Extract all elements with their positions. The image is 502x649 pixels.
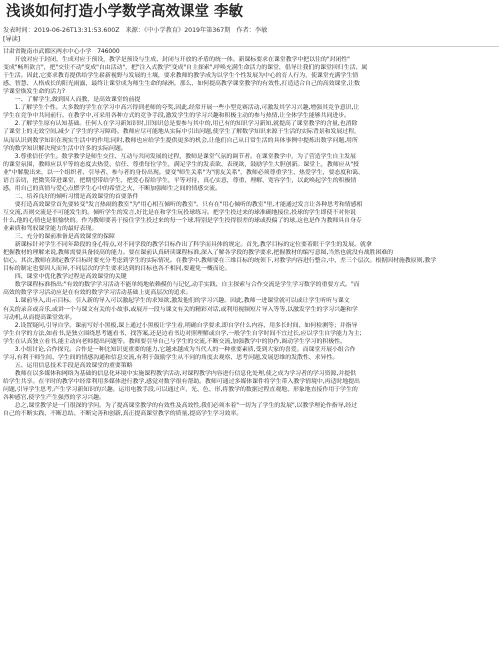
body-line: 高效的数学学习活动应是在有效的数学学习活动基础上更高层次的追求。 [3, 289, 192, 297]
body-line: 学生自学的方法,如看书,是独立围绕思考题看书、找答案,还是边看书边对照理解或自学,一般学生自学时间不宜过长,应以学生自学能力为主; [3, 329, 362, 337]
body-line: 四、课堂中优化教学过程是高效课堂的关键 [3, 273, 127, 281]
body-line: 总之,课堂教学是一门很深的学问。为了提高课堂教学的有效性及高效性,我们必须本着"一切为了学生的发展",以教学理论作指导,经过 [3, 402, 358, 410]
body-line: 五、运用信息技术手段是高效课堂的重要策略 [3, 361, 133, 369]
body-line: 自己的不断实践、不断总结、不断完善和创新,真正提高课堂教学的质量,提高学生学习效率。 [3, 410, 243, 418]
body-line: 一、了解学生,做到因人而教，是高效课堂的前提 [3, 96, 141, 104]
body-line: 变成"畅所欲言"，把"交往不动"变成"自由活动"，把"注入式教学"变成"自主探索",呼唤充满生命活力的课堂，倡导让我们的课堂回归生活、属 [3, 64, 368, 72]
body-line: 给学生共享。在平时的教学中经常利用多媒体进行教学,感觉对数学很有帮助。教师可通过多媒体课件将学生带入教学情境中,再适时地提出 [3, 377, 360, 385]
divider [3, 46, 499, 47]
body-line: 习动机,从而提高课堂效率。 [3, 313, 76, 321]
body-line: 感、智慧、人格成长的阳光雨露，最终让课堂成为师生生命的绿洲。那么，如何提高教学课堂教学的有效性,打造适合自己的高效课堂,让数 [3, 80, 360, 88]
body-line: 学习,有利于师生间、学生间的情感沟通和信息交流,有利于鼓励学生从不同的角度去观察、思考问题,发展思维的发散性、求异性。 [3, 353, 339, 361]
body-line: 把握教材的理解来说,教师需要具备较高的能力。要在课前认真研读课程标准,深入了解各学段的教学要求,把握教材的编写意图,当然也就没有战胜困难的 [3, 249, 394, 257]
body-line: 2.设置疑问,引导自学。课前写好小黑板,课上通过小黑板让学生看,明确自学要求,即自学什么内容、用多长时间、如何检测等；并指导 [3, 321, 358, 329]
body-line: 学课堂焕发生命的活力? [3, 88, 65, 96]
body-line: 三、充分的课前准备是高效课堂的保障 [3, 233, 115, 241]
body-line: 1.课前导入,出示目标。引入新的导入可以激起学生的求知欲,激发他们的学习兴趣。因此,教师一进课堂就可以或让学生听听与课文 [3, 297, 350, 305]
body-line: 要打造高效课堂首先要转变"发言热闹的教室"为"用心相互倾听的教室"。只有在"用心倾听的教室"里,才能通过发言让各种思考和情感相 [3, 200, 363, 208]
body-line: 学生在认真独立看书,能主动向老师提出问题等。教师要引导自己与学生的交流,不断交流,加强教学中的协作,调动学生学习的积极性。 [3, 337, 346, 345]
source: 来源：《中小学教育》2019年第367期 [125, 27, 231, 34]
body-line: 学生在竞争中共同前行。在教学中,可采用各种方式的竞争手段,激发学生的学习兴趣和积极主动的参与热情,让全体学生能够共同进步。 [3, 112, 350, 120]
body-line: 语言亲切，把微笑带进课堂，把期望带给学生，把爱心留给学生，平等对待，真心实意，尊重、理解、宽容学生，以此唤起学生的积极情 [3, 176, 357, 184]
article-title: 浅谈如何打造小学数学高效课堂 李敏 [6, 4, 244, 20]
body-line: 1.了解学生个性。大多数的学生在学习中高兴得到老师的夸奖,因此,经常开展一些小型竞赛活动,可激发其学习兴趣,增强其竞争意识,让 [3, 104, 360, 112]
body-line: 从而认识到数学知识在现实生活中的作用;同时,教师也应给学生提供更多的机会,让他们自己从日常生活的具体事例中提炼出数学问题,用所 [3, 136, 358, 144]
body-line: 数学课程标准指出:"有效的数学学习活动不能单纯地依赖模仿与记忆,动手实践、自主探索与合作交流是学生学习数学的重要方式。"而 [3, 281, 360, 289]
body-line: 业素质和驾驭课堂能力的最好表现。 [3, 225, 98, 233]
article-meta [3, 27, 499, 35]
body-line: 二、培养良好的倾听习惯是高效课堂的首要条件 [3, 192, 139, 200]
publish-date: 发表时间：2019-06-26T13:31:53.600Z [3, 27, 120, 34]
body-line: 3.尊重信任学生。数学教学是师生交往、互动与共同发展的过程，教师是课堂气氛的调节者。在课堂教学中，为了营造学生自主发展 [3, 152, 356, 160]
body-line: 信心。其次,教师在制定教学目标时要充分考虑到学生的实际情况。在教学中,教师要在三维目标的统领下,对教学内容进行整合,中、差三个层次。根据因材施教原则,教学 [3, 257, 437, 265]
body-line: 目标的制定也要因人而异,不同层次的学生要求达到的目标也各不相同,要避免一概而论。 [3, 265, 231, 273]
body-line: 各种感官,使学生产生强烈的学习兴趣。 [3, 394, 105, 402]
intro-tag: [导读] [3, 36, 21, 43]
body-line: 问题,引导学生思考,产生学习新知识的兴趣。运用电教手段,可以通过声、光、色、形,将教学的数据过程直观地、形象地直接作用于学生的 [3, 385, 358, 393]
body-line: 开放对应于封闭，生成对应于预设，教学是预设与生成、封闭与开放的矛盾的统一体。新课标要求在课堂教学中把以往的"封闭性" [3, 56, 350, 64]
body-line: 2.了解学生原有认知基础。任何人在学习新知识时,旧知识总是要参与其中的,用已有的知识学习新知,就提高了课堂教学的含量,也消除 [3, 120, 358, 128]
body-line: 什么,他的心情也是很愉快的。作为教师要善于接住学生投过来的每一个球,特别是学生投得很差的球或投偏了的球,这也是作为教师具自身专 [3, 216, 362, 224]
body-line: 新课标针对学生不同年龄段的身心特点,对不同学段的教学目标作出了科学而具体的规定。首先,教学目标的定位要着眼于学生的发展。就拿 [3, 241, 372, 249]
body-line: 于生活。因此,它要求教育提供给学生崭新视野与发展的土壤，要求教师的教学成为以学生个性发展为中心的育人行为，使课堂充满学生情 [3, 72, 359, 80]
article-body [3, 56, 499, 418]
body-line: 感，用自己的真情与爱心点燃学生心中的希望之火，不断加强师生之间的情感交流。 [3, 184, 221, 192]
author: 作者：李敏 [236, 27, 268, 34]
body-line: 学的数学知识解决现实生活中许多的实际问题。 [3, 144, 127, 152]
body-line: 有关的录音或音乐,或讲一个与课文有关的小故事,或展开一段与课文有关的精彩对话,或利用视频短片导入等等,以激发学生的学习兴趣和学 [3, 305, 358, 313]
body-line: 教师在以多媒体和网络为基础的信息化环境中实施课程教学活动,对课程教学内容进行信息化处理,使之成为学习者的学习资源,并提供 [3, 369, 356, 377]
body-line: 的课堂氛围，教师应以平等的态度去热爱、信任、尊重每位学生，满足学生的发表欲、表现欲，鼓励学生大胆创新。课堂上，教师应从"授 [3, 160, 359, 168]
body-line: 了课堂上的无效空间,减少了学生的学习障碍。教师应尽可能地从实际中引出问题,使学生了解数学知识来源于生活的实际背景和发展过程， [3, 128, 360, 136]
body-line: 业"中解脱出来，以一个组织者、引导者、参与者的身份出现。要变"师生关系"为"朋友关系"，教师必须尊重学生、热爱学生，要态度和蔼、 [3, 168, 364, 176]
affiliation: 甘肃省陇南市武都区两水中心小学 746000 [3, 48, 120, 55]
body-line: 3.小组讨论,合作探究。合作是一种比知识更重要的能力,它越来越成为当代人的一种重要素质,受到大家的喜爱。而课堂开展小组合作 [3, 345, 356, 353]
body-line: 互交流,否则交流是不可能发生的。倾听学生的发言,好比是在和学生玩投球练习。把学生投过来的球准确地接住,投球的学生即使不对你说 [3, 208, 356, 216]
